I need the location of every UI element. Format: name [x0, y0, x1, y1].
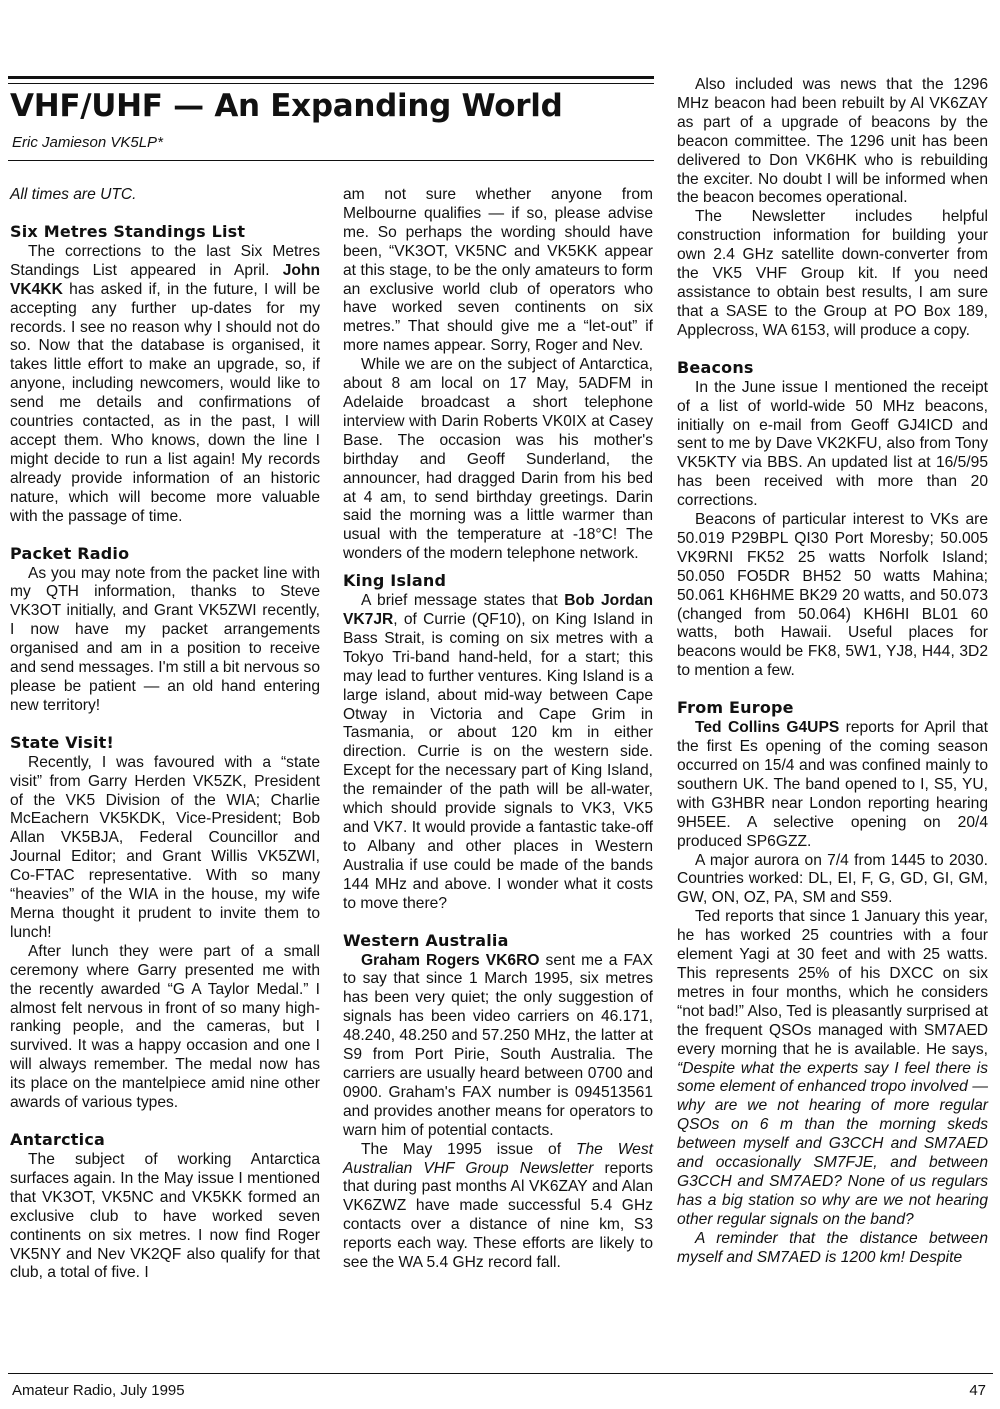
paragraph: As you may note from the packet line with my QTH information, thanks to Steve VK3OT initially, and Grant VK5ZWI recently, I now have my packet arrangements organised and am in a position to receive and send messages. I'm still a bit nervous so please be patient — an old hand entering new territory!: [10, 564, 320, 714]
callsign: John VK4KK: [10, 261, 320, 298]
callsign: Bob Jordan VK7JR: [343, 592, 653, 629]
paragraph: While we are on the subject of Antarctica, about 8 am local on 17 May, 5ADFM in Adelaide broadcast a short telephone interview with Darin Roberts VK0IX at Casey Base. The occasion was his mother's birthday and Geoff Sunderland, the announcer, had dragged Darin from his bed at 4 am, to send birthday greetings. Darin said the morning was a little warmer than usual with the temperature at -18°C! The wonders of the modern telephone network.: [343, 356, 653, 563]
paragraph: The Newsletter includes helpful construction information for building your own 2.4 GHz satellite down-converter from the VK5 VHF Group kit. If you need assistance to obtain best results, I am sure that a SASE to the Group at PO Box 189, Applecross, WA 6153, will produce a copy.: [677, 208, 988, 339]
title-rule-bottom: [8, 83, 654, 84]
column-3: [677, 76, 988, 1267]
callsign: Graham Rogers VK6RO: [361, 951, 540, 969]
paragraph: After lunch they were part of a small ceremony where Garry presented me with the recently awarded “G A Taylor Medal.” I almost felt nervous in front of so many high-ranking people, and the cameras, but I survived. It was a happy occasion and one I will always remember. The medal now has its place on the mantelpiece amid nine other awards of various types.: [10, 942, 320, 1112]
heading-western-australia: Western Australia: [343, 930, 509, 950]
paragraph: Also included was news that the 1296 MHz beacon had been rebuilt by Al VK6ZAY as part of a upgrade of beacons by the beacon committee. The 1296 unit has been delivered to Don VK6HK who is rebuilding the exciter. No doubt I will be informed when the beacon becomes operational.: [677, 76, 988, 207]
heading-king-island: King Island: [343, 571, 447, 591]
column-1: [10, 186, 320, 1283]
quotation: “Despite what the experts say I feel there is some element of enhanced tropo involved — why are we not hearing of more regular QSOs on 6 m than the morning skeds between myself and G3CCH and SM7AED and occasionally SM7FJE, and between G3CCH and SM7AED? None of us regulars has a big station so why are we not hearing other regular signals on the band?: [677, 1059, 988, 1228]
column-2: [343, 186, 653, 1273]
page-title: VHF/UHF — An Expanding World: [10, 88, 563, 124]
heading-antarctica: Antarctica: [10, 1129, 106, 1149]
paragraph: In the June issue I mentioned the receipt of a list of world-wide 50 MHz beacons, initially on e-mail from Geoff GJ4ICD and sent to me by Dave VK2KFU, also from Tony VK5KTY via BBS. An updated list at 16/5/95 has been received with more than 20 corrections.: [677, 378, 988, 510]
publication-title: The West Australian VHF Group Newsletter: [343, 1140, 653, 1177]
paragraph: A reminder that the distance between myself and SM7AED is 1200 km! Despite: [677, 1229, 988, 1266]
paragraph: Graham Rogers VK6RO sent me a FAX to say that since 1 March 1995, six metres has been very quiet; the only suggestion of signals has been video carriers on 46.171, 48.240, 48.250 and 57.250 MHz, the latter at S9 from Port Pirie, South Australia. The carriers are usually heard between 0700 and 0900. Graham's FAX number is 094513561 and provides another means for operators to warn him of potential contacts.: [343, 951, 653, 1139]
paragraph: Recently, I was favoured with a “state visit” from Garry Herden VK5ZK, President of the VK5 Division of the WIA; Charlie McEachern VK5KDK, Vice-President; Bob Allan VK5BJA, Federal Councillor and Journal Editor; and Grant Willis VK5ZWI, Co-FTAC representative. With so many “heavies” of the WIA in the house, my wife Merna thought it prudent to invite them to lunch!: [10, 753, 320, 941]
byline: Eric Jamieson VK5LP*: [12, 134, 163, 151]
callsign: Ted Collins G4UPS: [695, 719, 840, 737]
paragraph: The May 1995 issue of The West Australian VHF Group Newsletter reports that during past months Al VK6ZAY and Alan VK6ZWZ have made successful 5.4 GHz contacts over a distance of nine km, S3 reports each way. These efforts are likely to see the WA 5.4 GHz record fall.: [343, 1140, 653, 1272]
paragraph: Beacons of particular interest to VKs are 50.019 P29BPL QI30 Port Moresby; 50.005 VK9RNI FK52 25 watts Norfolk Island; 50.050 FO5DR BH52 50 watts Mahina; 50.061 KH6HME BK29 20 watts, and 50.073 (changed from 50.064) KH6HI BL01 60 watts, both Hawaii. Useful places for beacons would be FK8, 5W1, YJ8, H44, 3D2 to mention a few.: [677, 511, 988, 680]
paragraph: Ted reports that since 1 January this year, he has worked 25 countries with a four element Yagi at 30 feet and with 25 watts. This represents 25% of his DXCC on six metres in four months, which he considers “not bad!” Also, Ted is pleasantly surprised at the frequent QSOs managed with SM7AED every morning that he is available. He says, “Despite what the experts say I feel there is some element of enhanced tropo involved — why are we not hearing of more regular QSOs on 6 m than the morning skeds between myself and G3CCH and SM7AED and occasionally SM7FJE, and between G3CCH and SM7AED? None of us regulars has a big station so why are we not hearing other regular signals on the band?: [677, 908, 988, 1228]
footer-publication: Amateur Radio, July 1995: [12, 1382, 185, 1399]
byline-rule: [8, 160, 654, 161]
heading-packet-radio: Packet Radio: [10, 543, 130, 563]
paragraph: A brief message states that Bob Jordan VK7JR, of Currie (QF10), on King Island in Bass Strait, is coming on six metres with a Tokyo Tri-band hand-held, for a start; this may lead to further ventures. King Island is a large island, about mid-way between Cape Otway in Victoria and Cape Grim in Tasmania, or about 120 km in either direction. Currie is on the western side. Except for the necessary part of King Island, the remainder of the path will be all-water, which should provide signals to VK3, VK5 and VK7. It would provide a fantastic take-off to Albany and other places in Western Australia if use could be made of the bands 144 MHz and above. I wonder what it costs to move there?: [343, 592, 653, 912]
paragraph: The subject of working Antarctica surfaces again. In the May issue I mentioned that VK3OT, VK5NC and VK5KK formed an exclusive club to have worked seven continents on six metres. I now find Roger VK5NY and Nev VK2QF also qualify for that club, a total of five. I: [10, 1150, 320, 1282]
paragraph: Ted Collins G4UPS reports for April that the first Es opening of the coming season occurred on 15/4 and was confined mainly to southern UK. The band opened to I, S5, YU, with G3HBR near London reporting hearing 9H5EE. A selective opening on 20/4 produced SP6GZZ.: [677, 719, 988, 850]
paragraph: am not sure whether anyone from Melbourne qualifies — if so, please advise me. So perhaps the wording should have been, “VK3OT, VK5NC and VK5KK appear at this stage, to be the only amateurs to form an exclusive world club of operators who have worked seven continents on six metres.” That should give me a “let-out” if more names appear. Sorry, Roger and Nev.: [343, 186, 653, 355]
title-rule-top: [8, 76, 654, 79]
heading-beacons: Beacons: [677, 357, 754, 377]
paragraph: A major aurora on 7/4 from 1445 to 2030. Countries worked: DL, EI, F, G, GD, GI, GM, GW, ON, OZ, PA, SM and S59.: [677, 851, 988, 907]
heading-from-europe: From Europe: [677, 698, 794, 718]
heading-state-visit: State Visit!: [10, 732, 114, 752]
heading-six-metres: Six Metres Standings List: [10, 221, 246, 241]
page-number: 47: [969, 1382, 986, 1399]
intro-note: All times are UTC.: [10, 186, 137, 203]
paragraph: The corrections to the last Six Metres Standings List appeared in April. John VK4KK has asked if, in the future, I will be accepting any further up-dates for my records. I see no reason why I should not do so. Now that the database is organised, it takes little effort to make an upgrade, so, if anyone, including newcomers, would like to send me details and confirmations of countries contacted, as in the past, I will accept them. Who knows, down the line I might decide to run a list again! My records already provide information of an historic nature, which will become more valuable with the passage of time.: [10, 242, 320, 525]
footer-rule: [8, 1373, 993, 1374]
